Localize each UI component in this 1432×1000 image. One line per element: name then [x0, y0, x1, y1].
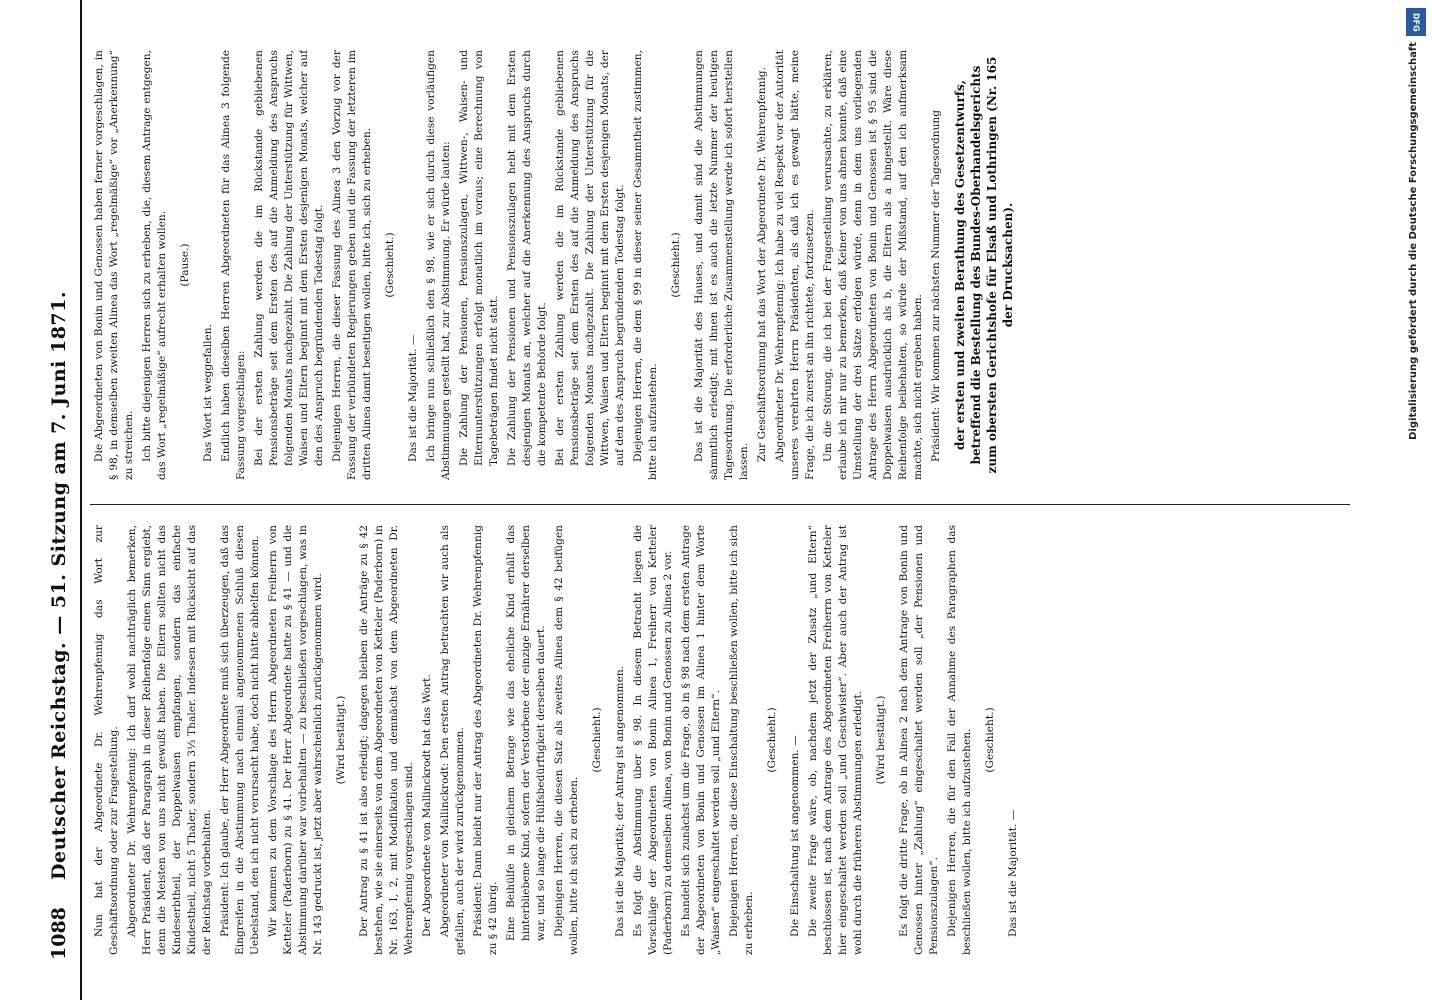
paragraph: Ich bitte diejenigen Herren sich zu erheben, die, diesem Antrage entgegen, das Wort „regelmäßige“ aufrecht erhalten wollen.	[141, 50, 168, 480]
paragraph: Endlich haben dieselben Herren Abgeordneten für das Alinea 3 folgende Fassung vorgeschlagen:	[220, 50, 247, 480]
stage-direction: (Geschieht.)	[591, 707, 603, 773]
right-column	[92, 50, 1362, 480]
left-column	[92, 525, 1362, 955]
quoted-motion: Bei der ersten Zahlung werden die im Rückstande gebliebenen Pensionsbeträge seit dem Ersten des auf die Anmeldung des Anspruchs folgenden Monats nachgezahlt. Die Zahlung der Unterstützung für Wittwen, Waisen und Eltern beginnt mit dem Ersten desjenigen Monats, welcher auf den des Anspruch begründenden Todestag folgt.	[253, 50, 325, 466]
paragraph: Die Einschaltung ist angenommen. —	[789, 735, 801, 937]
paragraph: Diejenigen Herren, die diese Einschaltung beschließen wollen, bitte ich sich zu erheben.	[728, 525, 755, 955]
paragraph: Um die Störung, die ich bei der Fragestellung verursachte, zu erklären, erlaube ich mir nur zu bemerken, daß Keiner von uns ahnen konnte, daß eine Umstellung der drei Sätze erfolgen würde, denn in dem uns vorliegenden Antrage des Herrn Abgeordneten von Bonin und Genossen ist § 95 sind die Doppelwaisen ausdrücklich als b, die Eltern als a hingestellt. Wäre diese Reihenfolge beibehalten, so würde der Mißstand, auf den ich aufmerksam machte, sich nicht ergeben haben.	[822, 50, 924, 480]
paragraph: Wir kommen zu dem Vorschlage des Herrn Abgeordneten Freiherrn von Ketteler (Paderborn) zu § 41. Der Herr Abgeordnete hatte zu § 41 — und die Abstimmung darüber war vorbehalten — zu beschließen vorgeschlagen, was in Nr. 143 gedruckt ist, jetzt aber wahrscheinlich zurückgenommen wird.	[267, 525, 324, 955]
paragraph: Der Antrag zu § 41 ist also erledigt; dagegen bleiben die Anträge zu § 42 bestehen, wie sie einerseits von dem Abgeordneten von Ketteler (Paderborn) in Nr. 163, I, 2, mit Modifikation und demnächst von dem Abgeordneten Dr. Wehrenpfennig vorgeschlagen sind.	[358, 525, 415, 955]
stage-direction: (Wird bestätigt.)	[875, 695, 887, 785]
paragraph: Die zweite Frage wäre, ob, nachdem jetzt der Zusatz „und Eltern“ beschlossen ist, nach dem Antrage des Abgeordneten Freiherrn von Ketteler hier eingeschaltet werden soll „und Geschwister“. Aber auch der Antrag ist wohl durch die früheren Abstimmungen erledigt.	[807, 525, 864, 955]
paragraph: Es handelt sich zunächst um die Frage, ob in § 98 nach dem ersten Antrage der Abgeordneten von Bonin und Genossen im Alinea 1 hinter dem Worte „Waisen“ eingeschaltet werden soll „und Eltern“.	[680, 525, 722, 955]
quoted-motion: Eine Beihülfe in gleichem Betrage wie das eheliche Kind erhält das hinterbliebene Kind, sofern der Verstorbene der einzige Ernährer derselben war, und so lange die Hülfsbedürftigkeit derselben dauert.	[505, 525, 547, 941]
paragraph: Diejenigen Herren, die dem § 99 in dieser seiner Gesammtheit zustimmen, bitte ich aufzustehen.	[632, 50, 659, 480]
paragraph: Diejenigen Herren, die für den Fall der Annahme des Paragraphen das beschließen wollen, bitte ich aufzustehen.	[946, 525, 973, 955]
stage-direction: (Geschieht.)	[984, 707, 996, 773]
paragraph: Präsident: Dann bleibt nur der Antrag des Abgeordneten Dr. Wehrenpfennig zu § 42 übrig.	[472, 525, 499, 955]
paragraph: Das ist die Majorität. —	[1007, 809, 1019, 937]
dfg-side-strip	[1406, 8, 1428, 528]
dfg-logo-icon: DFG	[1406, 8, 1426, 36]
paragraph: Zur Geschäftsordnung hat das Wort der Abgeordnete Dr. Wehrenpfennig.	[756, 67, 768, 462]
paragraph: Es folgt die Abstimmung über § 98. In diesem Betracht liegen die Vorschläge der Abgeordneten von Bonin Alinea 1, Freiherr von Ketteler (Paderborn) zu demselben Alinea, von Bonin und Genossen zu Alinea 2 vor.	[632, 525, 674, 955]
paragraph: Abgeordneter von Mallinckrodt: Den ersten Antrag betrachten wir auch als gefallen, auch der wird zurückgenommen.	[439, 525, 466, 955]
column-divider	[90, 504, 1350, 505]
paragraph: Nun hat der Abgeordnete Dr. Wehrenpfennig das Wort zur Geschäftsordnung oder zur Fragestellung.	[93, 525, 120, 955]
paragraph: Ich bringe nun schließlich den § 98, wie er sich durch diese vorläufigen Abstimmungen gestellt hat, zur Abstimmung. Er würde lauten:	[425, 50, 452, 480]
paragraph: Das ist die Majorität. —	[407, 334, 419, 462]
paragraph: Das ist die Majorität des Hauses, und damit sind die Abstimmungen sämmtlich erledigt; mit ihnen ist es auch die letzte Nummer der heutigen Tagesordnung. Die erforderliche Zusammenstellung werde ich sofort herstellen lassen.	[693, 50, 750, 480]
stage-direction: (Geschieht.)	[670, 232, 682, 298]
paragraph: Das Wort ist weggefallen.	[202, 324, 214, 462]
running-title: Deutscher Reichstag. — 51. Sitzung am 7. Juni 1871.	[48, 291, 70, 880]
paragraph: Diejenigen Herren, die dieser Fassung des Alinea 3 den Vorzug vor der Fassung der verbündeten Regierungen geben und die Fassung der letzteren im dritten Alinea damit beseitigen wollen, bitte ich, sich zu erheben.	[331, 50, 373, 480]
dfg-funding-note: Digitalisierung gefördert durch die Deutsche Forschungsgemeinschaft	[1408, 42, 1419, 440]
paragraph: Diejenigen Herren, die diesen Satz als zweites Alinea dem § 42 beifügen wollen, bitte ich sich zu erheben.	[553, 525, 580, 955]
paragraph: Abgeordneter Dr. Wehrenpfennig: Ich darf wohl nachträglich bemerken, Herr Präsident, daß der Paragraph in dieser Reihenfolge einen Sinn ergiebt, denn die Meisten von uns nicht gewußt haben. Die Eltern sollten nicht das Kindeserbtheil, der Doppelwaisen empfangen, sondern das einfache Kindestheil, nicht 5 Thaler, sondern 3⅓ Thaler. Indessen mit Rücksicht auf das der Reichstag vorbehalten.	[126, 525, 213, 955]
page-number: 1088	[48, 907, 70, 960]
quoted-motion: Bei der ersten Zahlung werden die im Rückstande gebliebenen Pensionsbeträge seit dem Ersten des auf die Anmeldung des Anspruchs folgenden Monats nachgezahlt. Die Zahlung der Unterstützung für die Wittwen, Waisen und Eltern beginnt mit dem Ersten desjenigen Monats, der auf den des Anspruch begründenden Todestag folgt.	[554, 50, 626, 466]
stage-direction: (Geschieht.)	[384, 232, 396, 298]
stage-direction: (Pause.)	[179, 243, 191, 287]
quoted-motion: Die Zahlung der Pensionen, Pensionszulagen, Wittwen-, Waisen- und Elternunterstützungen erfolgt monatlich im voraus; eine Berechnung von Tagebeträgen findet nicht statt.	[458, 50, 500, 466]
paragraph: Präsident: Ich glaube, der Herr Abgeordnete muß sich überzeugen, daß das Eingreifen in die Abstimmung nach einmal angenommenen Schluß diesen Uebelstand, den ich nicht verursacht habe, doch nicht hätte abhelfen können.	[219, 525, 261, 955]
paragraph: Der Abgeordnete von Mallinckrodt hat das Wort.	[421, 674, 433, 937]
agenda-item-heading: der ersten und zweiten Berathung des Gesetzentwurfs, betreffend die Bestellung des Bundes-Oberhandelsgerichts zum obersten Gerichtshofe für Elsaß und Lothringen (Nr. 165 der Drucksachen).	[953, 56, 1015, 474]
paragraph: Das ist die Majorität; der Antrag ist angenommen.	[614, 665, 626, 937]
paragraph: Präsident: Wir kommen zur nächsten Nummer der Tagesordnung	[930, 109, 942, 462]
quoted-motion: Die Zahlung der Pensionen und Pensionszulagen hebt mit dem Ersten desjenigen Monats an, welcher auf die Anerkennung des Anspruchs durch die kompetente Behörde folgt.	[506, 50, 548, 466]
paragraph: Die Abgeordneten von Bonin und Genossen haben ferner vorgeschlagen, in § 98, in demselben zweiten Alinea das Wort „regelmäßige“ vor „Anerkennung“ zu streichen.	[93, 50, 135, 480]
paragraph: Abgeordneter Dr. Wehrenpfennig: Ich habe zu viel Respekt vor der Autorität unseres verehrten Herrn Präsidenten, als daß ich es gewagt hätte, meine Frage, die ich zuerst an ihn richtete, fortzusetzen.	[774, 50, 816, 480]
stage-direction: (Wird bestätigt.)	[335, 695, 347, 785]
stage-direction: (Geschieht.)	[766, 707, 778, 773]
page-header	[40, 0, 82, 1000]
paragraph: Es folgt die dritte Frage, ob in Alinea 2 nach dem Antrage von Bonin und Genossen hinter „Zahlung“ eingeschaltet werden soll „der Pensionen und Pensionszulagen“.	[898, 525, 940, 955]
